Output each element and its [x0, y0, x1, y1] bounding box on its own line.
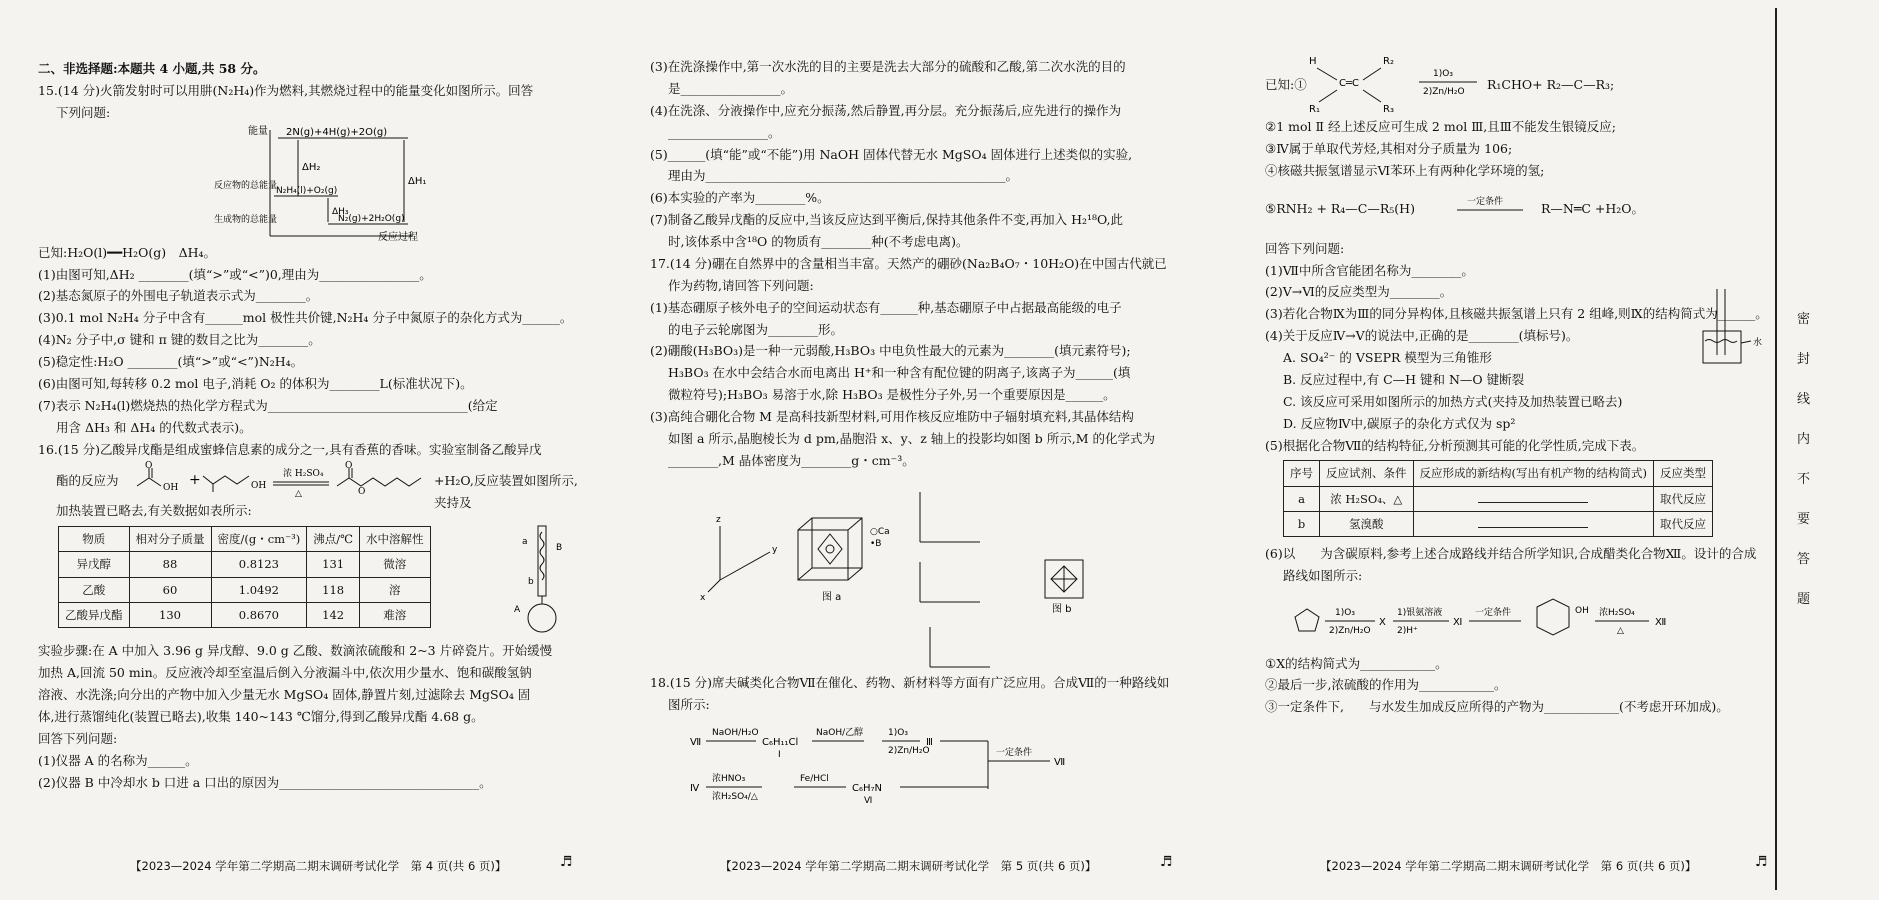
footer-page-4: 【2023—2024 学年第二学期高二期末调研考试化学 第 4 页(共 6 页)】 [130, 859, 507, 873]
svg-text:b: b [528, 577, 534, 588]
page-4-column [38, 0, 578, 900]
svg-text:NaOH/乙醇: NaOH/乙醇 [816, 728, 864, 739]
svg-text:x: x [700, 592, 706, 603]
q15-6: (6)由图可知,每转移 0.2 mol 电子,消耗 O₂ 的体积为________L(标准状况下)。 [38, 375, 473, 391]
svg-text:C₆H₁₁Cl: C₆H₁₁Cl [762, 737, 799, 749]
q17-2c: 微粒符号);H₃BO₃ 易溶于水,除 H₃BO₃ 是极性分子外,另一个重要原因是______。 [668, 387, 1116, 403]
q17-head: 17.(14 分)硼在自然界中的含量相当丰富。天然产的硼砂(Na₂B₄O₇・10H₂O)在中国古代就已 [650, 255, 1167, 271]
q18-head: 18.(15 分)席夫碱类化合物Ⅶ在催化、药物、新材料等方面有广泛应用。合成Ⅶ的一种路线如 [650, 674, 1170, 690]
svg-text:OH: OH [251, 481, 267, 492]
level-top: 2N(g)+4H(g)+2O(g) [286, 126, 388, 138]
level-bottom: N₂(g)+2H₂O(g) [338, 213, 405, 224]
svg-text:Fe/HCl: Fe/HCl [800, 774, 829, 785]
steps-3: 溶液、水洗涤;向分出的产物中加入少量无水 MgSO₄ 固体,静置片刻,过滤除去 MgSO₄ 固 [38, 687, 531, 702]
known-reaction-1: 已知:① H R₂ C═C R₁ R₃ 1)O₃ 2)Zn/H₂O R₁CHO+ R₂—C—R₃; [1265, 50, 1785, 116]
q18-head-2: 图所示: [668, 696, 710, 712]
q16-3b: 是________________。 [668, 80, 794, 96]
q16-1: (1)仪器 A 的名称为______。 [38, 752, 198, 768]
q16-4b: ________________。 [668, 124, 781, 140]
answer-blank[interactable] [1478, 515, 1588, 528]
table-row: b 氢溴酸 取代反应 [1284, 511, 1713, 536]
svg-text:C₆H₇N: C₆H₇N [852, 783, 882, 795]
svg-text:1)银氨溶液: 1)银氨溶液 [1397, 607, 1443, 618]
svg-text:水: 水 [1753, 338, 1763, 349]
svg-text:Ⅰ: Ⅰ [778, 750, 781, 761]
answer-prompt-3: 回答下列问题: [1265, 240, 1345, 256]
q15-3: (3)0.1 mol N₂H₄ 分子中含有______mol 极性共价键,N₂H₄ 分子中氮原子的杂化方式为______。 [38, 310, 573, 326]
svg-text:2)Zn/H₂O: 2)Zn/H₂O [1329, 625, 1371, 636]
table-row: 乙酸 60 1.0492 118 溶 [59, 577, 431, 602]
svg-text:Ⅳ: Ⅳ [690, 783, 700, 795]
ester-reaction-structures [133, 460, 463, 500]
seal-warning: 密 封 线 内 不 要 答 题 [1797, 312, 1811, 607]
q16-head: 16.(15 分)乙酸异戊酯是组成蜜蜂信息素的成分之一,具有香蕉的香味。实验室制备乙酸异戊 [38, 441, 542, 457]
svg-text:R₁: R₁ [1309, 104, 1320, 115]
svg-text:a: a [522, 537, 528, 548]
svg-text:z: z [716, 514, 721, 525]
property-table [58, 526, 431, 628]
svg-text:Ⅵ: Ⅵ [864, 796, 873, 806]
q18-1: (1)Ⅶ中所含官能团名称为________。 [1265, 262, 1474, 278]
q17-head-2: 作为药物,请回答下列问题: [668, 277, 814, 293]
q18-4b: B. 反应过程中,有 C—H 键和 N—O 键断裂 [1283, 371, 1525, 387]
heat-label: △ [295, 489, 302, 500]
q16-line3: 加热装置已略去,有关数据如表所示: [56, 503, 252, 519]
footer-page-6: 【2023—2024 学年第二学期高二期末调研考试化学 第 6 页(共 6 页)】 [1320, 859, 1697, 873]
known-2: ②1 mol Ⅱ 经上述反应可生成 2 mol Ⅲ,且Ⅲ不能发生银镜反应; [1265, 119, 1616, 134]
q18-2: (2)Ⅴ→Ⅵ的反应类型为________。 [1265, 284, 1453, 300]
svg-text:一定条件: 一定条件 [1475, 607, 1512, 618]
svg-text:Ⅻ: Ⅻ [1655, 616, 1667, 628]
footer-page-5: 【2023—2024 学年第二学期高二期末调研考试化学 第 5 页(共 6 页)】 [720, 859, 1097, 873]
table-row: a 浓 H₂SO₄、△ 取代反应 [1284, 486, 1713, 511]
svg-text:○Ca: ○Ca [870, 526, 890, 537]
figure-a-caption: 图 a [822, 591, 842, 603]
table-row: 乙酸异戊酯 130 0.8670 142 难溶 [59, 602, 431, 627]
property-prediction-table [1283, 460, 1713, 536]
table-header-row: 物质 相对分子质量 密度/(g・cm⁻³) 沸点/℃ 水中溶解性 [59, 527, 431, 552]
q18-4a: A. SO₄²⁻ 的 VSEPR 模型为三角锥形 [1283, 350, 1492, 365]
energy-diagram [38, 124, 578, 242]
reflux-apparatus [508, 522, 578, 640]
answer-blank[interactable] [1478, 490, 1588, 503]
svg-text:Ⅶ: Ⅶ [1054, 757, 1066, 769]
section-title: 二、非选择题:本题共 4 小题,共 58 分。 [38, 61, 266, 76]
svg-text:O: O [345, 461, 353, 472]
known-reaction-5: ⑤RNH₂ + R₄—C—R₅(H) 一定条件 R—N═C +H₂O。 [1265, 182, 1785, 238]
svg-text:1)O₃: 1)O₃ [888, 728, 908, 739]
q18-4c: C. 该反应可采用如图所示的加热方式(夹持及加热装置已略去) [1283, 393, 1623, 409]
water-bath-apparatus [1695, 285, 1765, 381]
reactant-energy-label: 反应物的总能量 [214, 180, 278, 191]
lactone-route [1265, 587, 1785, 653]
known-3: ③Ⅳ属于单取代芳烃,其相对分子质量为 106; [1265, 140, 1513, 156]
q18-6b: 路线如图所示: [1283, 567, 1363, 583]
q15-5: (5)稳定性:H₂O ________(填“>”或“<”)N₂H₄。 [38, 354, 304, 369]
q15-7: (7)表示 N₂H₄(l)燃烧热的热化学方程式为________________________________(给定 [38, 397, 498, 413]
q15-head: 15.(14 分)火箭发射时可以用肼(N₂H₄)作为燃料,其燃烧过程中的能量变化如图所示。回答 [38, 82, 534, 98]
svg-text:2)H⁺: 2)H⁺ [1397, 625, 1418, 636]
answer-prompt: 回答下列问题: [38, 730, 118, 746]
svg-text:H: H [1309, 56, 1317, 67]
table-header-row: 序号 反应试剂、条件 反应形成的新结构(写出有机产物的结构简式) 反应类型 [1284, 461, 1713, 486]
q16-7a: (7)制备乙酸异戊酯的反应中,当该反应达到平衡后,保持其他条件不变,再加入 H₂¹⁸O,此 [650, 212, 1124, 228]
steps-2: 加热 A,回流 50 min。反应液冷却至室温后倒入分液漏斗中,依次用少量水、饱和碳酸氢钠 [38, 665, 532, 681]
svg-text:•B: •B [870, 538, 882, 549]
q16-4a: (4)在洗涤、分液操作中,应充分振荡,然后静置,再分层。充分振荡后,应先进行的操作为 [650, 102, 1122, 118]
q15-1: (1)由图可知,ΔH₂ ________(填“>”或“<”)0,理由为________________。 [38, 266, 432, 282]
q15-4: (4)N₂ 分子中,σ 键和 π 键的数目之比为________。 [38, 332, 321, 348]
svg-text:浓HNO₃: 浓HNO₃ [712, 774, 746, 785]
svg-text:+: + [189, 472, 201, 489]
q16-5a: (5)______(填“能”或“不能”)用 NaOH 固体代替无水 MgSO₄ 固体进行上述类似的实验, [650, 146, 1133, 162]
music-note-icon: ♬ [1160, 854, 1173, 870]
svg-text:OH: OH [163, 483, 179, 494]
level-mid: N₂H₄(l)+O₂(g) [276, 185, 338, 196]
dh2-label: ΔH₂ [302, 161, 321, 173]
music-note-icon: ♬ [560, 854, 573, 870]
dh3-label: ΔH₃ [332, 206, 349, 217]
q18-4: (4)关于反应Ⅳ→Ⅴ的说法中,正确的是________(填标号)。 [1265, 328, 1579, 344]
q16-equation: 酯的反应为 O OH + OH 浓 H₂SO₄ △ O O +H₂O,反应装置如图所示,夹持及 [56, 461, 578, 511]
q17-3a: (3)高纯合硼化合物 M 是高科技新型材料,可用作核反应堆防中子辐射填充料,其晶体结构 [650, 409, 1134, 424]
sub-3: ③一定条件下, 与水发生加成反应所得的产物为____________(不考虑开环加成)。 [1265, 699, 1729, 715]
svg-text:1)O₃: 1)O₃ [1433, 69, 1453, 79]
q18-4d: D. 反应物Ⅳ中,碳原子的杂化方式仅为 sp² [1283, 415, 1516, 431]
crystal-figures [650, 472, 1170, 672]
q15-known: 已知:H₂O(l)━━H₂O(g) ΔH₄。 [38, 244, 217, 260]
svg-text:△: △ [1617, 625, 1624, 636]
svg-text:R₃: R₃ [1383, 104, 1394, 115]
schiff-arrow [1453, 182, 1533, 238]
svg-text:y: y [772, 544, 778, 555]
alkene-structure [1305, 50, 1425, 116]
figure-b-caption: 图 b [1052, 603, 1072, 615]
q15-2: (2)基态氮原子的外围电子轨道表示式为________。 [38, 288, 319, 304]
q18-3: (3)若化合物Ⅸ为Ⅲ的同分异构体,且核磁共振氢谱上只有 2 组峰,则Ⅸ的结构简式为______。 [1265, 306, 1768, 322]
cyclopentene-icon [1295, 609, 1319, 631]
svg-text:一定条件: 一定条件 [1467, 196, 1504, 207]
ozonolysis-arrow [1415, 50, 1485, 116]
page-6-column [1265, 0, 1785, 900]
q16-6: (6)本实验的产率为________%。 [650, 190, 830, 206]
svg-text:一定条件: 一定条件 [996, 748, 1033, 759]
q16-5b: 理由为________________________________________________。 [668, 168, 1019, 184]
q18-5: (5)根据化合物Ⅶ的结构特征,分析预测其可能的化学性质,完成下表。 [1265, 437, 1645, 453]
svg-text:Ⅹ: Ⅹ [1379, 616, 1386, 628]
page-5-column [650, 0, 1170, 900]
steps-4: 体,进行蒸馏纯化(装置已略去),收集 140~143 ℃馏分,得到乙酸异戊酯 4.68 g。 [38, 708, 484, 724]
dh1-label: ΔH₁ [408, 175, 427, 187]
svg-text:OH: OH [1575, 605, 1589, 616]
synthesis-route [650, 715, 1170, 805]
sub-2: ②最后一步,浓硫酸的作用为____________。 [1265, 677, 1507, 693]
known-4: ④核磁共振氢谱显示Ⅵ苯环上有两种化学环境的氢; [1265, 162, 1545, 178]
svg-text:B: B [556, 543, 563, 554]
q17-3b: 如图 a 所示,晶胞棱长为 d pm,晶胞沿 x、y、z 轴上的投影均如图 b 所示,M 的化学式为 [668, 430, 1155, 446]
steps-1: 实验步骤:在 A 中加入 3.96 g 异戊醇、9.0 g 乙酸、数滴浓硫酸和 2~3 片碎瓷片。开始缓慢 [38, 643, 553, 659]
table-row: 异戊醇 88 0.8123 131 微溶 [59, 552, 431, 577]
svg-text:O: O [358, 487, 366, 498]
svg-text:Ⅲ: Ⅲ [926, 737, 933, 749]
svg-text:2)Zn/H₂O: 2)Zn/H₂O [888, 746, 930, 757]
q17-2b: H₃BO₃ 在水中会结合水而电离出 H⁺和一种含有配位键的阴离子,该离子为______(填 [668, 365, 1131, 381]
svg-text:浓H₂SO₄: 浓H₂SO₄ [1599, 607, 1635, 618]
energy-axis-label: 能量 [248, 125, 268, 137]
svg-text:浓H₂SO₄/△: 浓H₂SO₄/△ [712, 792, 758, 803]
q18-6a: (6)以 为含碳原料,参考上述合成路线并结合所学知识,合成醋类化合物Ⅻ。设计的合成 [1265, 545, 1757, 561]
music-note-icon: ♬ [1755, 854, 1768, 870]
q17-1b: 的电子云轮廓图为________形。 [668, 321, 844, 337]
svg-text:NaOH/H₂O: NaOH/H₂O [712, 728, 759, 739]
sub-1: ①Ⅹ的结构简式为____________。 [1265, 655, 1448, 671]
q16-2: (2)仪器 B 中冷却水 b 口进 a 口出的原因为________________________________。 [38, 774, 492, 790]
svg-text:O: O [145, 461, 153, 472]
q15-7b: 用含 ΔH₃ 和 ΔH₄ 的代数式表示)。 [56, 419, 252, 435]
q17-3c: ________,M 晶体密度为________g・cm⁻³。 [668, 452, 915, 468]
q17-1a: (1)基态硼原子核外电子的空间运动状态有______种,基态硼原子中占据最高能级的电子 [650, 299, 1122, 315]
q16-3a: (3)在洗涤操作中,第一次水洗的目的主要是洗去大部分的硫酸和乙酸,第二次水洗的目的 [650, 59, 1126, 74]
svg-text:2)Zn/H₂O: 2)Zn/H₂O [1423, 87, 1465, 97]
catalyst-label: 浓 H₂SO₄ [283, 469, 324, 480]
svg-text:C═C: C═C [1339, 78, 1359, 89]
product-energy-label: 生成物的总能量 [214, 214, 278, 225]
svg-text:Ⅶ: Ⅶ [690, 737, 702, 749]
q15-head-2: 下列问题: [56, 104, 111, 120]
q16-7b: 时,该体系中含¹⁸O 的物质有________种(不考虑电离)。 [668, 234, 969, 249]
svg-text:A: A [514, 605, 521, 616]
svg-text:1)O₃: 1)O₃ [1335, 607, 1355, 618]
q17-2a: (2)硼酸(H₃BO₃)是一种一元弱酸,H₃BO₃ 中电负性最大的元素为________(填元素符号); [650, 343, 1131, 359]
process-axis-label: 反应过程 [378, 231, 418, 242]
svg-text:R₂: R₂ [1383, 56, 1394, 67]
svg-text:Ⅺ: Ⅺ [1453, 616, 1463, 628]
